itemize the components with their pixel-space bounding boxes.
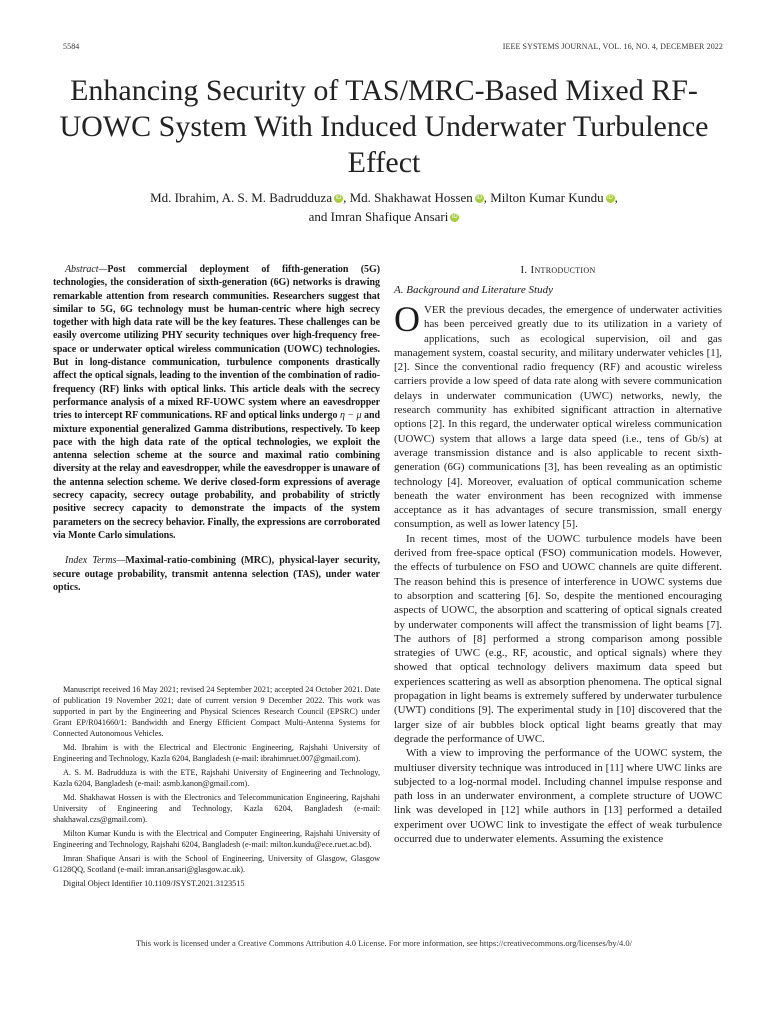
paragraph-text: VER the previous decades, the emergence of underwater activities has been perceived greatly due to its utilization in a variety of applications, such as ecological supervision, oil and gas management system, coastal security, and military underwater vehicles [1], [2]. Since the conventional radio frequency (RF) and acoustic wireless carriers provide a low speed of data rate along with severe communication delays in underwater communication (UWC) networks, newly, the research community has exhibited significant attraction in alternative options [2]. In this regard, the underwater optical wireless communication (UOWC) system that allows a large data speed (i.e., tens of Gb/s) at average transmission distance and is also applicable to recent sixth-generation (6G) communications [3], has been revealing as an optimistic technology [4]. Moreover, evaluation of optical communication scheme beneath the water environment has been recognized with immense acceptance as it has advantages of secure transmission, small energy consumption, as well as lower latency [5]. bbox=[394, 304, 722, 531]
author-names: , Md. Shakhawat Hossen bbox=[343, 190, 473, 205]
orcid-icon[interactable]: iD bbox=[476, 195, 483, 201]
orcid-icon[interactable]: iD bbox=[335, 195, 342, 201]
abstract bbox=[53, 263, 380, 542]
orcid-icon[interactable]: iD bbox=[607, 195, 613, 201]
footnote-affiliation: Md. Shakhawat Hossen is with the Electronics and Telecommunication Engineering, Rajshahi University of Engineering and Technology, Kazla 6204, Bangladesh (e-mail: shakhawal.czs@gmail.com). bbox=[53, 793, 380, 824]
author-names: Md. Ibrahim, A. S. M. Badrudduza bbox=[150, 190, 333, 205]
author-line-2 bbox=[60, 207, 708, 226]
footnote-manuscript: Manuscript received 16 May 2021; revised 24 September 2021; accepted 24 October 2021. Date of publication 19 November 2021; date of current version 9 December 2022. This work was supported in part by the Engineering and Physical Sciences Research Council (EPSRC) under Grant EP/R041660/1: Bandwidth and Energy Efficient Compact Multi-Antenna Systems for Connected Autonomous Vehicles. bbox=[53, 685, 380, 738]
right-column bbox=[394, 263, 722, 846]
author-list bbox=[60, 188, 708, 226]
journal-header: IEEE SYSTEMS JOURNAL, VOL. 16, NO. 4, DECEMBER 2022 bbox=[502, 42, 723, 51]
footnote-doi[interactable]: Digital Object Identifier 10.1109/JSYST.2021.3123515 bbox=[63, 879, 245, 888]
index-terms-label: Index Terms— bbox=[65, 555, 126, 567]
author-names: , Milton Kumar Kundu bbox=[483, 190, 604, 205]
footnote-affiliation: Md. Ibrahim is with the Electrical and Electronic Engineering, Rajshahi University of Engineering and Technology, Kazla 6204, Bangladesh (e-mail: ibrahimruet.007@gmail.com). bbox=[53, 743, 380, 763]
body-paragraph bbox=[394, 299, 722, 532]
abstract-text: Post commercial deployment of fifth-generation (5G) technologies, the consideration of sixth-generation (6G) networks is drawing remarkable attention from research communities. Researchers suggest that similar to 5G, 6G technology must be human-centric where high secrecy together with high data rate will be the key features. These challenges can be easily overcome utilizing PHY security techniques over high-frequency free-space or underwater optical wireless communication (UOWC) technologies. But in long-distance communication, turbulence components drastically affect the optical signals, leading to the invention of the combination of radio-frequency (RF) links with optical links. This article deals with the secrecy performance analysis of a mixed RF-UOWC system where an eavesdropper tries to intercept RF communications. RF and optical links undergo bbox=[53, 264, 380, 422]
footnote-affiliation: Milton Kumar Kundu is with the Electrical and Computer Engineering, Rajshahi University of Engineering and Technology, Rajshahi 6204, Bangladesh (e-mail: milton.kundu@ece.ruet.ac.bd). bbox=[53, 829, 380, 849]
author-line-1 bbox=[60, 188, 708, 207]
author-names: and Imran Shafique Ansari bbox=[308, 209, 449, 224]
left-column bbox=[53, 263, 380, 594]
footnote-affiliation: A. S. M. Badrudduza is with the ETE, Rajshahi University of Engineering and Technology, Kazla 6204, Bangladesh (e-mail: asmb.kanon@gmail.com). bbox=[53, 768, 380, 788]
orcid-icon[interactable]: iD bbox=[452, 214, 458, 220]
license-notice[interactable]: This work is licensed under a Creative Commons Attribution 4.0 License. For more information, see https://creativecommons.org/licenses/by/4.0/ bbox=[135, 938, 633, 948]
math-expression: η − μ bbox=[339, 410, 362, 422]
section-number: I. bbox=[520, 264, 531, 276]
page-number: 5584 bbox=[63, 42, 80, 51]
footnotes bbox=[53, 684, 380, 892]
index-terms bbox=[53, 554, 380, 594]
abstract-text: and mixture exponential generalized Gamma distributions, respectively. To keep pace with the high data rate of the optical technologies, we exploit the antenna selection scheme at the source and maximal ratio combining diversity at the relay and eavesdropper, while the eavesdropper is unaware of the antenna selection scheme. We derive closed-form expressions of average secrecy capacity, secrecy outage probability, and probability of strictly positive secrecy capacity to demonstrate the impacts of the system parameters on the secrecy behavior. Finally, the expressions are corroborated via Monte Carlo simulations. bbox=[53, 410, 380, 541]
abstract-label: Abstract— bbox=[65, 264, 108, 275]
index-terms-text: Maximal-ratio-combining (MRC), physical-layer security, secure outage probability, transmit antenna selection (TAS), under water optics. bbox=[53, 555, 381, 593]
body-paragraph: In recent times, most of the UOWC turbulence models have been derived from free-space optical (FSO) communication models. However, the effects of turbulence on FSO and UOWC channels are quite different. The reason behind this is presence of interference in UOWC systems due to absorption and scattering [6]. So, despite the mentioned encouraging aspects of UOWC, the absorption and scattering of optical signals created by underwater components will affect the transmission of light beams [7]. The authors of [8] performed a strong comparison among possible strategies of UWC (e.g., RF, acoustic, and optical signals) where they showed that optical technology delivers maximum data speed but experiences scattering as well as absorption phenomena. The optical signal propagation in light beams is extremely suffered by underwater turbulence (UWT) conditions [9]. The experimental study in [10] discovered that the larger size of air bubbles block optical light beams greatly that may degrade the performance of UWC. bbox=[394, 532, 722, 745]
section-heading bbox=[394, 263, 722, 277]
footnote-affiliation: Imran Shafique Ansari is with the School of Engineering, University of Glasgow, Glasgow G128QQ, Scotland (e-mail: imran.ansari@glasgow.ac.uk). bbox=[53, 854, 380, 874]
drop-cap: O bbox=[394, 299, 420, 339]
paper-title: Enhancing Security of TAS/MRC-Based Mixed RF-UOWC System With Induced Underwater Turbulence Effect bbox=[59, 74, 709, 179]
body-paragraph: With a view to improving the performance of the UOWC system, the multiuser diversity technique was introduced in [11] where UWC links are subjected to a log-normal model. Including channel impulse response and path loss in an underwater environment, a complete structure of UOWC link was developed in [12] while authors in [13] performed a detailed experiment over UOWC link to investigate the effect of weak turbulence occurred due to underwater elements. Assuming the existence bbox=[394, 747, 722, 845]
section-title: Introduction bbox=[530, 264, 596, 276]
author-names: , bbox=[614, 190, 618, 205]
subsection-heading: A. Background and Literature Study bbox=[394, 284, 553, 296]
